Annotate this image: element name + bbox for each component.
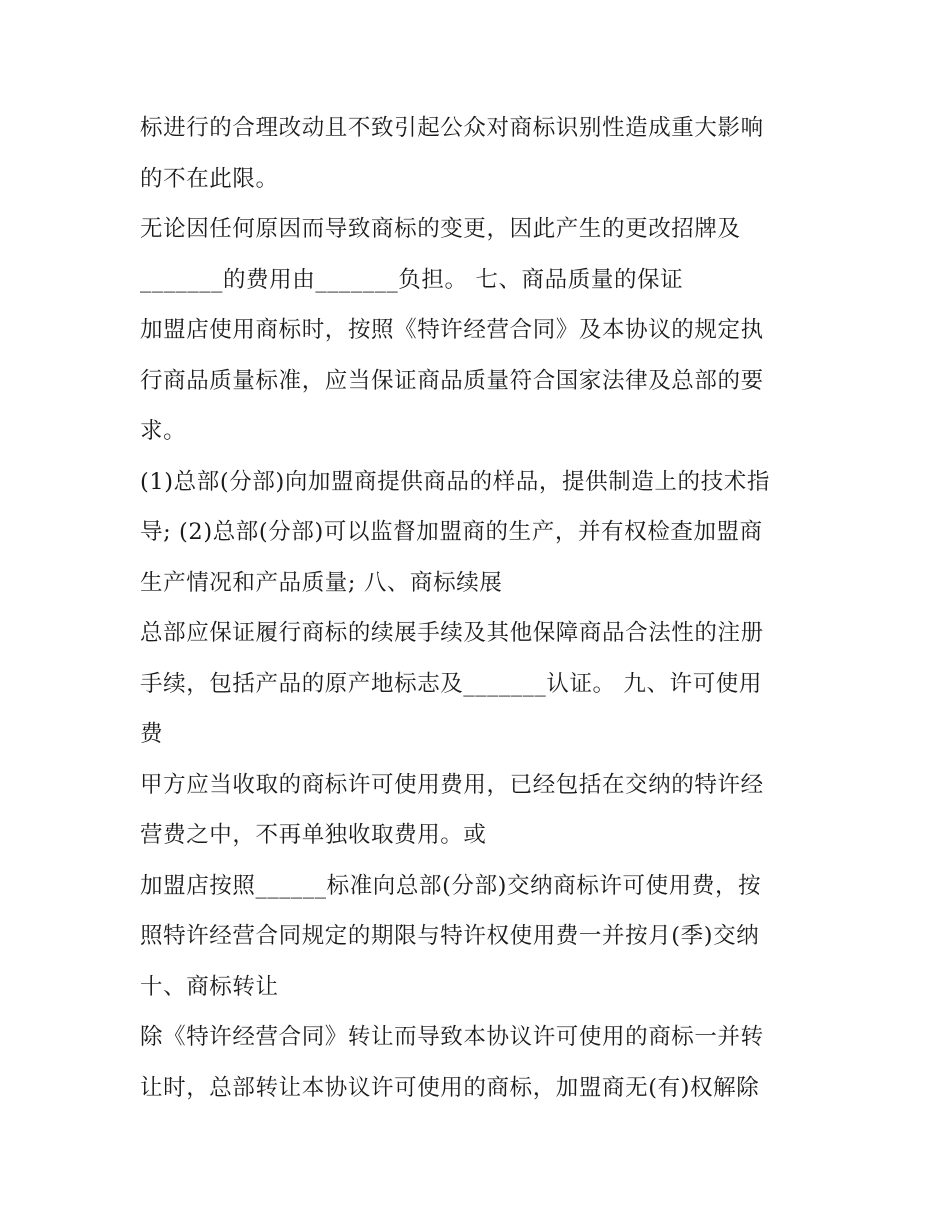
text-line: 十、商标转让 <box>140 973 279 1000</box>
text-line: 让时，总部转让本协议许可使用的商标，加盟商无(有)权解除 <box>140 1074 760 1101</box>
text-line: 无论因任何原因而导致商标的变更，因此产生的更改招牌及 <box>140 216 741 242</box>
text-line: 生产情况和产品质量; 八、商标续展 <box>140 569 503 596</box>
text-line: (1)总部(分部)向加盟商提供商品的样品，提供制造上的技术指 <box>140 468 770 495</box>
text-line: 除《特许经营合同》转让而导致本协议许可使用的商标一并转 <box>140 1024 764 1050</box>
text-line: _______的费用由_______负担。 七、商品质量的保证 <box>140 266 684 293</box>
text-line: 总部应保证履行商标的续展手续及其他保障商品合法性的注册 <box>140 620 764 646</box>
text-line: 行商品质量标准，应当保证商品质量符合国家法律及总部的要 <box>140 367 764 394</box>
document-body <box>140 103 820 1113</box>
text-line: 导; (2)总部(分部)可以监督加盟商的生产，并有权检查加盟商 <box>140 519 763 545</box>
text-line: 甲方应当收取的商标许可使用费用，已经包括在交纳的特许经 <box>140 771 764 798</box>
text-line: 的不在此限。 <box>140 165 279 192</box>
text-line: 标进行的合理改动且不致引起公众对商标识别性造成重大影响 <box>140 115 764 141</box>
text-line: 费 <box>140 721 164 747</box>
text-line: 手续，包括产品的原产地标志及_______认证。 九、许可使用 <box>140 670 763 697</box>
text-line: 加盟店使用商标时，按照《特许经营合同》及本协议的规定执 <box>140 317 764 343</box>
text-line: 加盟店按照______标准向总部(分部)交纳商标许可使用费，按 <box>140 872 762 899</box>
text-line: 营费之中，不再单独收取费用。或 <box>140 822 487 848</box>
text-line: 照特许经营合同规定的期限与特许权使用费一并按月(季)交纳 <box>140 923 760 949</box>
text-line: 求。 <box>140 418 187 444</box>
